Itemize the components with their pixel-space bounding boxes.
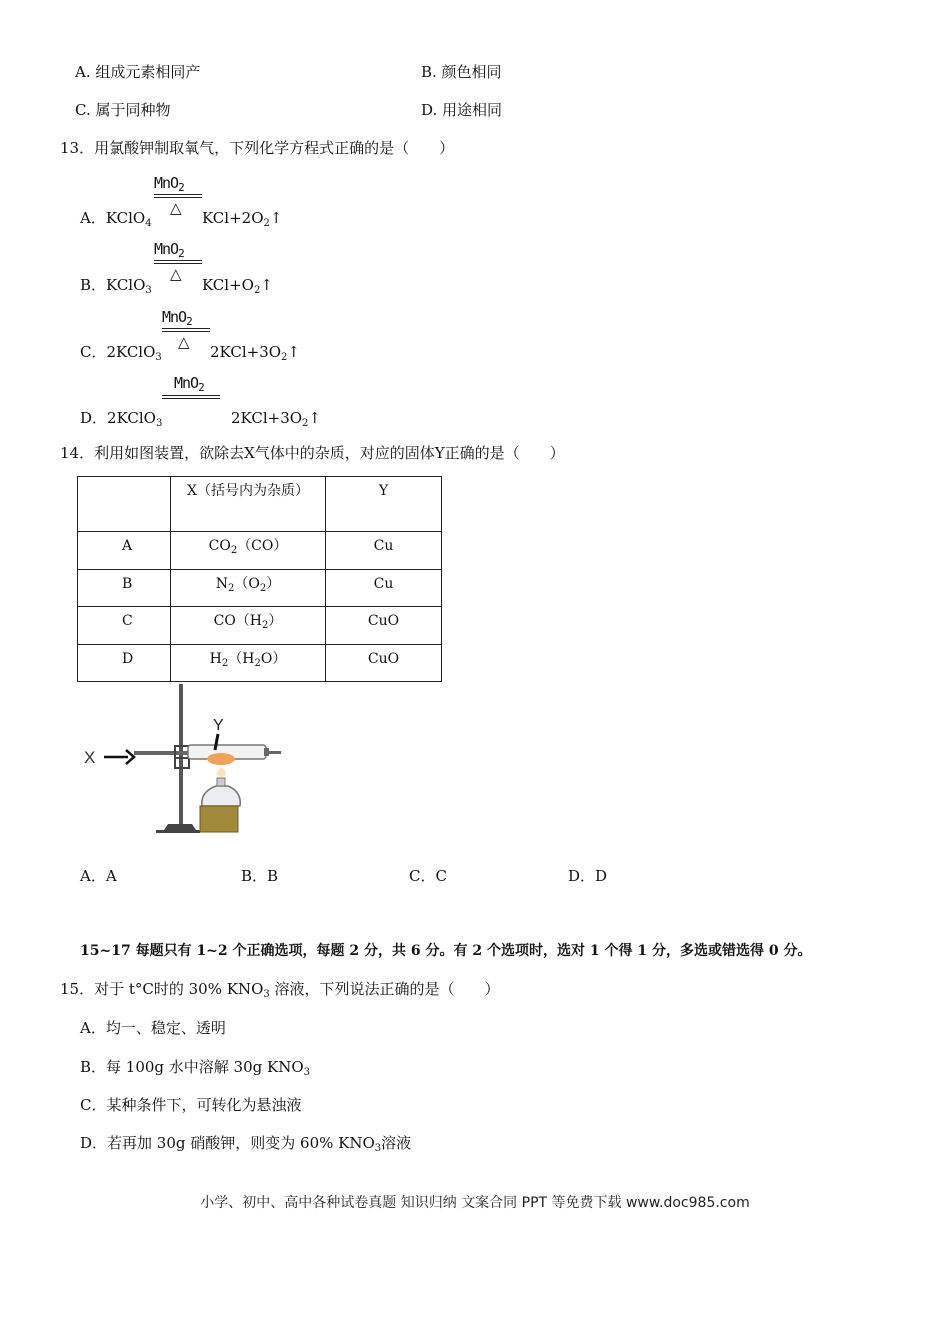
q12-option-d: D. 用途相同 <box>421 101 503 119</box>
q13-option-b-product: $KCl+O_2↑$ <box>202 276 273 296</box>
solid-y <box>207 753 235 765</box>
alcohol-lamp <box>202 786 240 806</box>
q13-stem: 13．用氯酸钾制取氧气，下列化学方程式正确的是（ ） <box>60 139 455 157</box>
label-y: Y <box>213 717 224 734</box>
q14-option-c: C．C <box>409 867 447 885</box>
q14-option-a: A．A <box>80 867 117 885</box>
row-label: C <box>78 607 171 645</box>
reaction-bar <box>154 197 202 198</box>
q14-option-d: D．D <box>568 867 608 885</box>
reaction-bar <box>154 263 202 264</box>
catalyst-label: MnO$_2$ <box>162 308 192 328</box>
catalyst-label: MnO$_2$ <box>174 374 204 394</box>
row-x: $H_2(H_2O)$ <box>171 645 326 682</box>
table-row <box>78 570 442 607</box>
table-row <box>78 532 442 570</box>
wooden-block <box>200 806 238 832</box>
reaction-bar <box>162 328 210 329</box>
label-x: X <box>84 748 96 767</box>
page-footer: 小学、初中、高中各种试卷真题 知识归纳 文案合同 PPT 等免费下载 www.doc985.com <box>200 1195 750 1211</box>
stand-foot <box>156 830 200 833</box>
reaction-bar <box>162 398 220 399</box>
row-label: D <box>78 645 171 682</box>
q13-option-d-reactant: D．2KClO$_3$ <box>80 409 163 429</box>
q13-option-a-product: $KCl+2O_2↑$ <box>202 209 283 229</box>
q13-option-b-reactant: B．KClO$_3$ <box>80 276 152 296</box>
q13-d-condition <box>162 374 222 404</box>
flame <box>216 768 226 777</box>
row-label: B <box>78 570 171 607</box>
outlet-pipe <box>269 751 281 754</box>
reaction-bar <box>162 331 210 332</box>
table-header-cell <box>78 477 171 532</box>
reaction-bar <box>154 260 202 261</box>
stand-base <box>164 824 196 830</box>
heat-symbol: △ <box>178 333 190 351</box>
q13-option-c-product: $2KCl+3O_2↑$ <box>210 343 300 363</box>
q14-option-b: B．B <box>241 867 279 885</box>
q13-c-condition <box>162 308 212 351</box>
reaction-bar <box>154 194 202 195</box>
table-header-row <box>78 477 442 532</box>
catalyst-label: MnO$_2$ <box>154 174 184 194</box>
row-x: $CO(H_2)$ <box>171 607 326 645</box>
tube-stopper <box>264 748 269 756</box>
q15-option-c: C．某种条件下，可转化为悬浊液 <box>80 1096 302 1114</box>
apparatus-diagram <box>76 684 286 836</box>
q15-option-d: D．若再加 30g 硝酸钾，则变为 60% $KNO_3$溶液 <box>80 1134 412 1154</box>
q14-stem: 14．利用如图装置，欲除去X气体中的杂质，对应的固体Y正确的是（ ） <box>60 444 565 462</box>
table-header-cell: Y <box>326 477 442 532</box>
row-y: CuO <box>326 607 442 645</box>
q13-option-c-reactant: C．2KClO$_3$ <box>80 343 162 363</box>
clamp-arm <box>134 751 196 755</box>
section-note: 15~17 每题只有 1~2 个正确选项，每题 2 分，共 6 分。有 2 个选项时，选对 1 个得 1 分，多选或错选得 0 分。 <box>80 943 812 959</box>
row-y: Cu <box>326 532 442 570</box>
q14-table <box>77 476 442 682</box>
q13-option-a-reactant: A．KClO$_4$ <box>80 209 152 229</box>
q15-option-b: B．每 100g 水中溶解 30g $KNO_3$ <box>80 1058 311 1078</box>
q15-option-a: A．均一、稳定、透明 <box>80 1019 226 1037</box>
row-y: Cu <box>326 570 442 607</box>
table-row <box>78 607 442 645</box>
row-label: A <box>78 532 171 570</box>
q13-a-condition <box>154 174 204 217</box>
q15-stem: 15．对于 t°C时的 30% $KNO_3$ 溶液，下列说法正确的是（ ） <box>60 980 500 1000</box>
row-y: CuO <box>326 645 442 682</box>
q12-option-c: C. 属于同种物 <box>75 101 171 119</box>
heat-symbol: △ <box>170 199 182 217</box>
table-header-cell: X（括号内为杂质） <box>171 477 326 532</box>
q13-option-d-product: $2KCl+3O_2↑$ <box>231 409 321 429</box>
reaction-bar <box>162 395 220 396</box>
q12-option-a: A. 组成元素相同产 <box>75 63 201 81</box>
q12-option-b: B. 颜色相同 <box>421 63 502 81</box>
row-x: $CO_2(CO)$ <box>171 532 326 570</box>
row-x: $N_2(O_2)$ <box>171 570 326 607</box>
lamp-wick <box>217 778 225 786</box>
heat-symbol: △ <box>170 265 182 283</box>
table-row <box>78 645 442 682</box>
q13-b-condition <box>154 240 204 283</box>
catalyst-label: MnO$_2$ <box>154 240 184 260</box>
